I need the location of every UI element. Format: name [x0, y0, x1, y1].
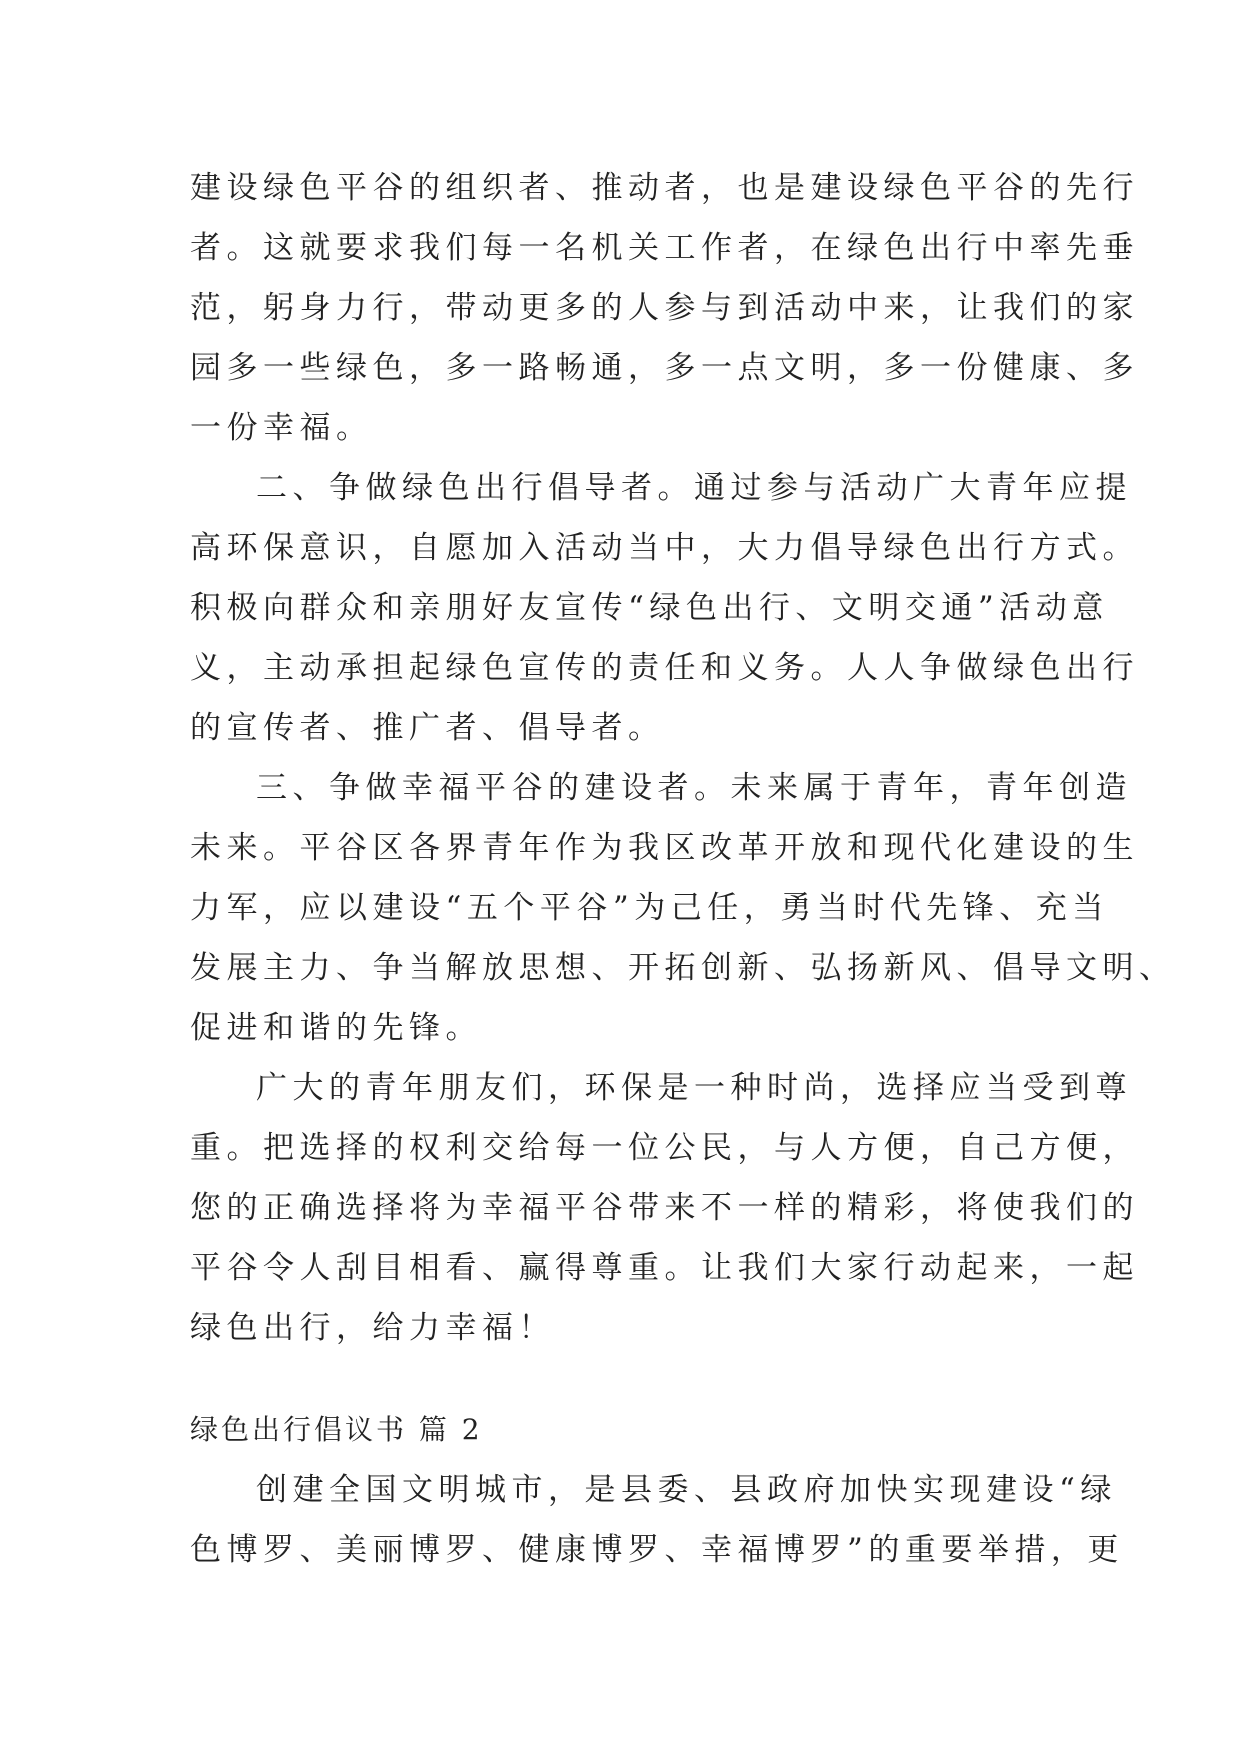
paragraph-3 [190, 758, 1176, 1058]
section-spacer [190, 1358, 1060, 1400]
text-line: 范，躬身力行，带动更多的人参与到活动中来，让我们的家 [190, 290, 1139, 326]
text-line: 未来。平谷区各界青年作为我区改革开放和现代化建设的生 [190, 830, 1139, 866]
text-line: 园多一些绿色，多一路畅通，多一点文明，多一份健康、多 [190, 350, 1139, 386]
text-line: 色博罗、美丽博罗、健康博罗、幸福博罗”的重要举措，更 [190, 1532, 1124, 1568]
text-line: 促进和谐的先锋。 [190, 1010, 482, 1046]
section-heading: 绿色出行倡议书 篇 2 [190, 1413, 483, 1446]
text-line: 者。这就要求我们每一名机关工作者，在绿色出行中率先垂 [190, 230, 1139, 266]
paragraph-1 [190, 158, 1139, 458]
text-line: 创建全国文明城市，是县委、县政府加快实现建设“绿 [256, 1472, 1117, 1508]
text-line: 发展主力、争当解放思想、开拓创新、弘扬新风、倡导文明、 [190, 950, 1176, 986]
text-line: 力军，应以建设“五个平谷”为己任，勇当时代先锋、充当 [190, 890, 1109, 926]
text-line: 建设绿色平谷的组织者、推动者，也是建设绿色平谷的先行 [190, 170, 1139, 206]
text-line: 义，主动承担起绿色宣传的责任和义务。人人争做绿色出行 [190, 650, 1139, 686]
text-line: 三、争做幸福平谷的建设者。未来属于青年，青年创造 [256, 770, 1132, 806]
text-line: 积极向群众和亲朋好友宣传“绿色出行、文明交通”活动意 [190, 590, 1109, 626]
text-line: 二、争做绿色出行倡导者。通过参与活动广大青年应提 [256, 470, 1132, 506]
text-line: 平谷令人刮目相看、赢得尊重。让我们大家行动起来，一起 [190, 1250, 1139, 1286]
text-line: 重。把选择的权利交给每一位公民，与人方便，自己方便， [190, 1130, 1139, 1166]
text-line: 您的正确选择将为幸福平谷带来不一样的精彩，将使我们的 [190, 1190, 1139, 1226]
text-line: 的宣传者、推广者、倡导者。 [190, 710, 665, 746]
text-line: 广大的青年朋友们，环保是一种时尚，选择应当受到尊 [256, 1070, 1132, 1106]
document-body [190, 158, 1176, 1580]
text-line: 一份幸福。 [190, 410, 373, 446]
paragraph-2 [190, 458, 1139, 758]
paragraph-5 [190, 1460, 1124, 1580]
text-line: 绿色出行，给力幸福！ [190, 1310, 555, 1346]
paragraph-4 [190, 1058, 1139, 1358]
text-line: 高环保意识，自愿加入活动当中，大力倡导绿色出行方式。 [190, 530, 1139, 566]
